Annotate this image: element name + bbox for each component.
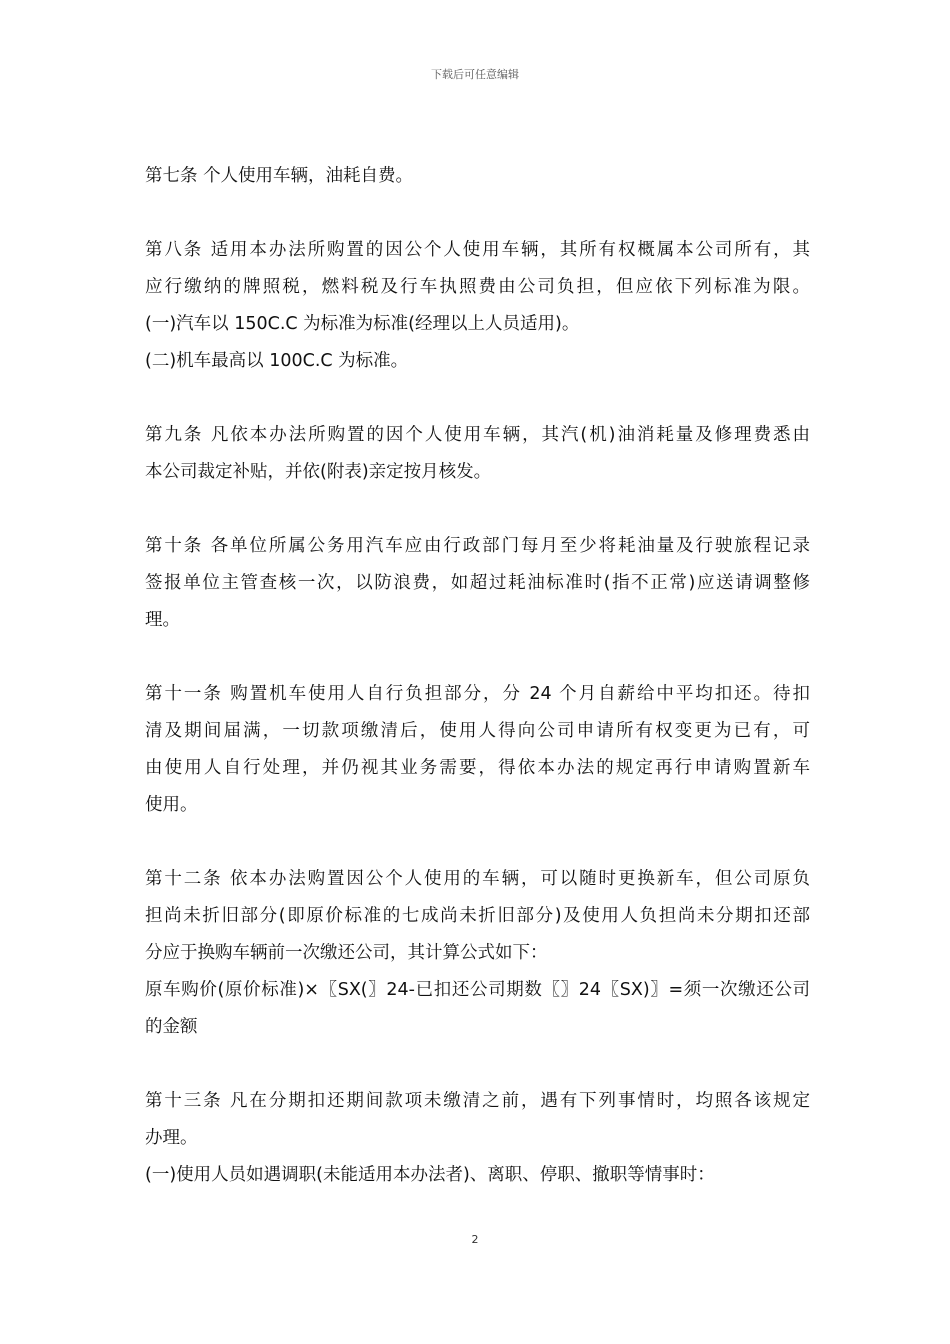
- text-line: 清及期间届满，一切款项缴清后，使用人得向公司申请所有权变更为已有，可: [145, 721, 810, 741]
- text-line: 的金额: [145, 1017, 198, 1037]
- article-10: [145, 528, 810, 639]
- text-line: (一)使用人员如遇调职(未能适用本办法者)、离职、停职、撤职等情事时：: [145, 1165, 715, 1185]
- page-number: 2: [471, 1233, 479, 1246]
- article-11: [145, 676, 810, 824]
- text-line: 本公司裁定补贴，并依(附表)亲定按月核发。: [145, 462, 492, 482]
- document-body: [145, 158, 810, 1231]
- text-line: 分应于换购车辆前一次缴还公司，其计算公式如下：: [145, 943, 548, 963]
- text-line: 担尚未折旧部分(即原价标准的七成尚未折旧部分)及使用人负担尚未分期扣还部: [145, 906, 810, 926]
- text-line: 第十条 各单位所属公务用汽车应由行政部门每月至少将耗油量及行驶旅程记录: [145, 536, 810, 556]
- text-line: 办理。: [145, 1128, 198, 1148]
- text-line: 签报单位主管查核一次，以防浪费，如超过耗油标准时(指不正常)应送请调整修: [145, 573, 810, 593]
- text-line: 第七条 个人使用车辆，油耗自费。: [145, 166, 414, 186]
- article-12: [145, 861, 810, 1046]
- page-header: 下载后可任意编辑: [431, 68, 519, 81]
- text-line: 第九条 凡依本办法所购置的因个人使用车辆，其汽(机)油消耗量及修理费悉由: [145, 425, 810, 445]
- text-line: 使用。: [145, 795, 198, 815]
- text-line: (二)机车最高以 100C.C 为标准。: [145, 351, 409, 371]
- text-line: 第十二条 依本办法购置因公个人使用的车辆，可以随时更换新车，但公司原负: [145, 869, 810, 889]
- text-line: 由使用人自行处理，并仍视其业务需要，得依本办法的规定再行申请购置新车: [145, 758, 810, 778]
- text-line: 第十三条 凡在分期扣还期间款项未缴清之前，遇有下列事情时，均照各该规定: [145, 1091, 810, 1111]
- article-7: [145, 158, 810, 195]
- text-line: 第八条 适用本办法所购置的因公个人使用车辆，其所有权概属本公司所有，其: [145, 240, 810, 260]
- text-line: 原车购价(原价标准)×〖SX(〗24-已扣还公司期数〖〗24〖SX)〗=须一次缴还公司: [145, 980, 810, 1000]
- article-9: [145, 417, 810, 491]
- text-line: 应行缴纳的牌照税，燃料税及行车执照费由公司负担，但应依下列标准为限。: [145, 277, 810, 297]
- article-13: [145, 1083, 810, 1194]
- article-8: [145, 232, 810, 380]
- text-line: 理。: [145, 610, 180, 630]
- text-line: (一)汽车以 150C.C 为标准为标准(经理以上人员适用)。: [145, 314, 580, 334]
- text-line: 第十一条 购置机车使用人自行负担部分，分 24 个月自薪给中平均扣还。待扣: [145, 684, 810, 704]
